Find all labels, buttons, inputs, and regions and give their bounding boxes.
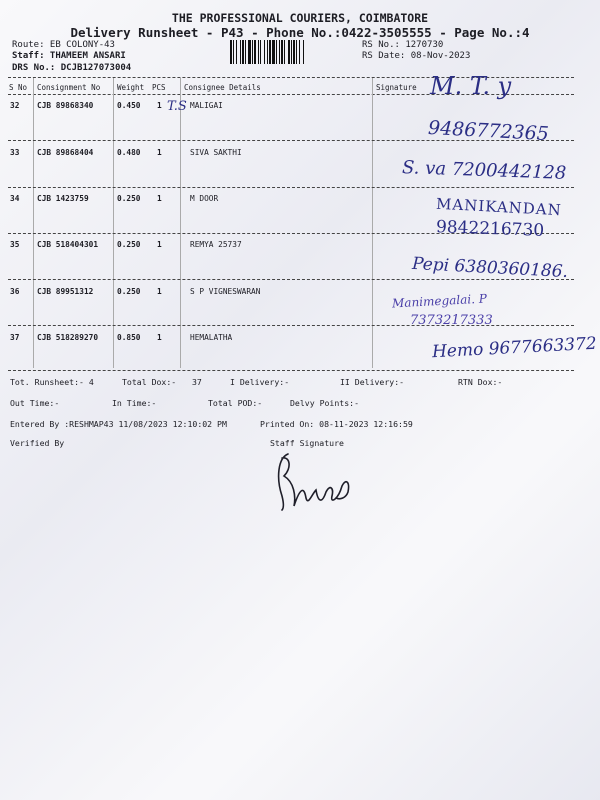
handwritten-phone: 9486772365 <box>427 116 550 146</box>
handwritten-phone: 7373217333 <box>410 313 493 328</box>
printed-on: Printed On: 08-11-2023 12:16:59 <box>260 419 413 429</box>
barcode <box>230 40 352 64</box>
row-consignee: SIVA SAKTHI <box>190 148 242 157</box>
row-consignee: REMYA 25737 <box>190 240 242 249</box>
row-sno: 36 <box>10 287 20 296</box>
route-text: Route: EB COLONY-43 <box>12 40 115 50</box>
row-sno: 37 <box>10 333 20 342</box>
table-bottom-rule <box>8 370 574 371</box>
row-pcs: 1 <box>157 287 162 296</box>
row-rule <box>8 279 574 280</box>
staff-signature <box>270 448 360 523</box>
handwritten-phone: 9842216730 <box>435 217 545 241</box>
row-consignee: MALIGAI <box>190 101 223 110</box>
row-sno: 32 <box>10 101 20 110</box>
rs-date: RS Date: 08-Nov-2023 <box>362 51 471 61</box>
col-signature: Signature <box>376 83 417 92</box>
col-sno: S No <box>9 83 28 92</box>
barcode-bar <box>304 40 305 64</box>
row-consignment: CJB 89868404 <box>37 148 94 157</box>
ii-delivery: II Delivery:- <box>340 377 405 387</box>
row-sno: 34 <box>10 194 20 203</box>
handwritten-signature: Hemo 9677663372 <box>431 333 598 363</box>
handwritten-signature: Manimegalai. P <box>391 291 488 311</box>
row-consignee: M DOOR <box>190 194 219 203</box>
drs-number: DRS No.: DCJB127073004 <box>12 63 132 73</box>
runsheet-subtitle: Delivery Runsheet - P43 - Phone No.:0422-3505555 - Page No.:4 <box>70 25 530 40</box>
in-time: In Time:- <box>112 398 157 408</box>
row-consignment: CJB 1423759 <box>37 194 89 203</box>
col-consignee: Consignee Details <box>184 83 261 92</box>
col-weight: Weight <box>117 83 145 92</box>
company-title: THE PROFESSIONAL COURIERS, COIMBATORE <box>171 11 429 25</box>
staff-text: Staff: THAMEEM ANSARI <box>12 51 126 61</box>
handwritten-signature: MANIKANDAN <box>435 194 563 220</box>
row-consignment: CJB 89868340 <box>37 101 94 110</box>
col-pcs: PCS <box>152 83 166 92</box>
row-pcs: 1 <box>157 101 162 110</box>
total-dox-value: 37 <box>192 377 202 387</box>
row-pcs: 1 <box>157 194 162 203</box>
row-sno: 33 <box>10 148 20 157</box>
staff-signature-label: Staff Signature <box>270 438 344 448</box>
col-consignment: Consignment No <box>37 83 101 92</box>
row-weight: 0.250 <box>117 240 141 249</box>
entered-by: Entered By :RESHMAP43 11/08/2023 12:10:02 PM <box>10 419 227 429</box>
row-consignment: CJB 518289270 <box>37 333 99 342</box>
out-time: Out Time:- <box>10 398 60 408</box>
handwritten-mark: T.S <box>167 99 187 114</box>
verified-by: Verified By <box>10 438 65 448</box>
row-weight: 0.450 <box>117 101 141 110</box>
rs-number: RS No.: 1270730 <box>362 40 444 50</box>
row-rule <box>8 187 574 188</box>
row-pcs: 1 <box>157 148 162 157</box>
row-consignment: CJB 518404301 <box>37 240 99 249</box>
row-weight: 0.480 <box>117 148 141 157</box>
i-delivery: I Delivery:- <box>230 377 290 387</box>
row-consignment: CJB 89951312 <box>37 287 94 296</box>
total-pod: Total POD:- <box>208 398 263 408</box>
row-weight: 0.250 <box>117 194 141 203</box>
row-sno: 35 <box>10 240 20 249</box>
row-consignee: S P VIGNESWARAN <box>190 287 261 296</box>
row-pcs: 1 <box>157 240 162 249</box>
rtn-dox: RTN Dox:- <box>458 377 503 387</box>
row-consignee: HEMALATHA <box>190 333 233 342</box>
handwritten-signature: M. T. y <box>430 72 512 100</box>
row-weight: 0.250 <box>117 287 141 296</box>
total-dox-label: Total Dox:- <box>122 377 177 387</box>
handwritten-signature: Pepi 6380360186. <box>411 253 569 283</box>
handwritten-signature: S. va 7200442128 <box>401 157 567 184</box>
delivery-points: Delvy Points:- <box>290 398 360 408</box>
total-runsheet: Tot. Runsheet:- 4 <box>10 377 94 387</box>
row-pcs: 1 <box>157 333 162 342</box>
row-weight: 0.850 <box>117 333 141 342</box>
